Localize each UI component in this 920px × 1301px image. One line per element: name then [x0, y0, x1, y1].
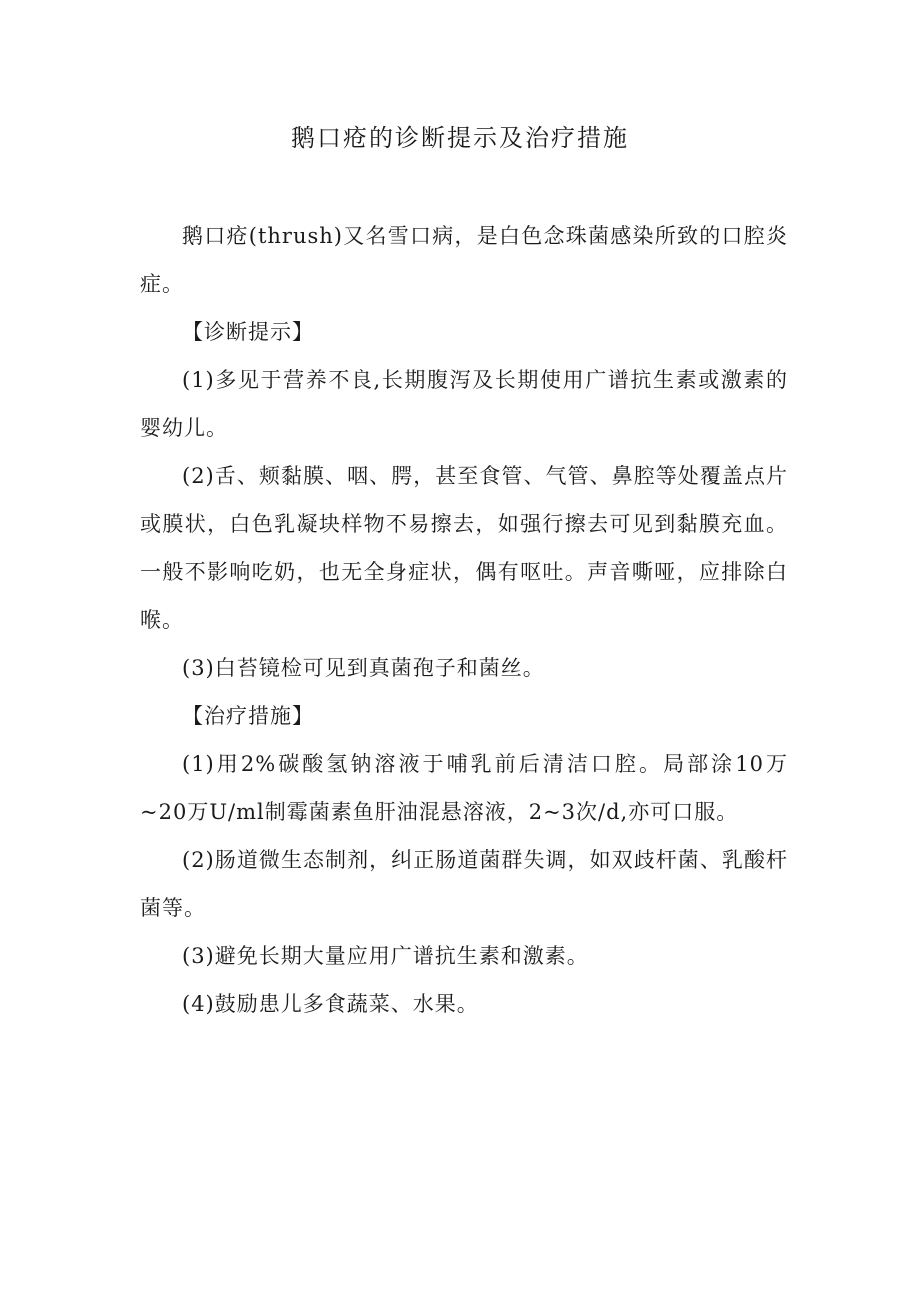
- treatment-item-3: (3)避免长期大量应用广谱抗生素和激素。: [182, 944, 589, 968]
- treatment-item-2: (2)肠道微生态制剂，纠正肠道菌群失调，如双歧杆菌、乳酸杆菌等。: [140, 848, 788, 920]
- treatment-item-4: (4)鼓励患儿多食蔬菜、水果。: [182, 992, 479, 1016]
- treatment-heading: 【治疗措施】: [182, 704, 314, 728]
- diagnosis-item-3: (3)白苔镜检可见到真菌孢子和菌丝。: [182, 656, 545, 680]
- diagnosis-item-1: (1)多见于营养不良,长期腹泻及长期使用广谱抗生素或激素的婴幼儿。: [140, 368, 788, 440]
- document-title: 鹅口疮的诊断提示及治疗措施: [291, 124, 629, 152]
- diagnosis-item-2: (2)舌、颊黏膜、咽、腭，甚至食管、气管、鼻腔等处覆盖点片或膜状，白色乳凝块样物不易擦去，如强行擦去可见到黏膜充血。一般不影响吃奶，也无全身症状，偶有呕吐。声音嘶哑，应排除白喉。: [140, 464, 788, 632]
- document-body: [140, 212, 788, 1028]
- diagnosis-heading: 【诊断提示】: [182, 320, 314, 344]
- treatment-item-1: (1)用2%碳酸氢钠溶液于哺乳前后清洁口腔。局部涂10万~20万U/ml制霉菌素鱼肝油混悬溶液，2~3次/d,亦可口服。: [140, 752, 788, 824]
- intro-paragraph: 鹅口疮(thrush)又名雪口病，是白色念珠菌感染所致的口腔炎症。: [140, 224, 788, 296]
